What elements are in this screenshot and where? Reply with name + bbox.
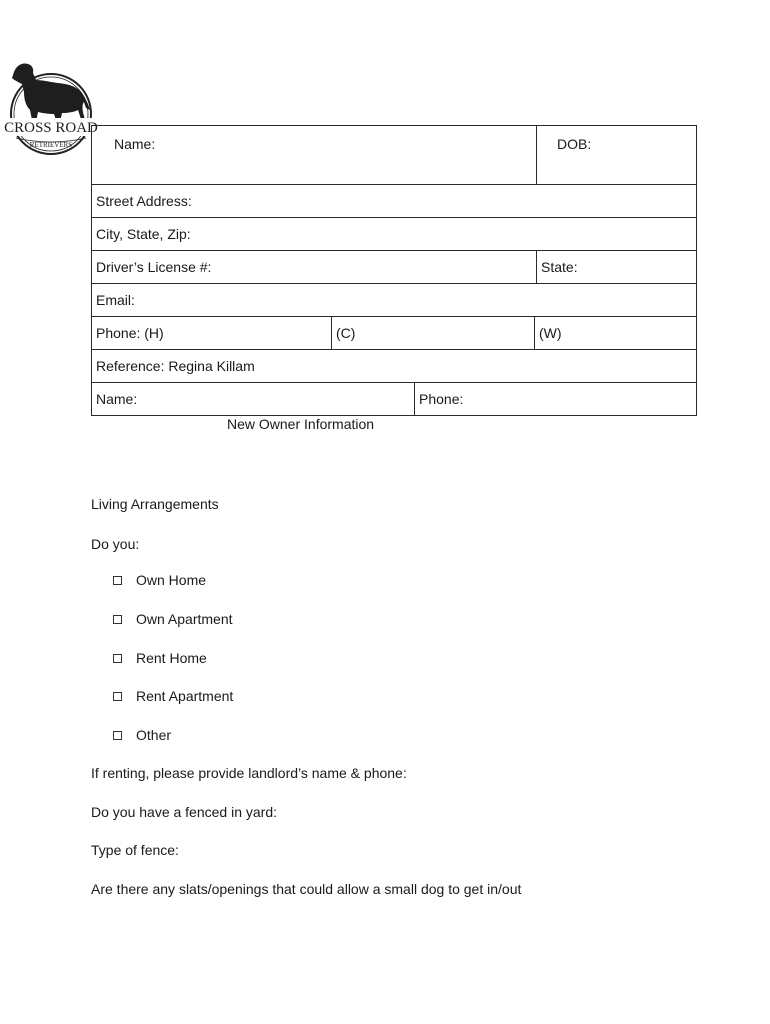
email-field[interactable] [92, 284, 697, 317]
license-state-field[interactable] [537, 251, 697, 284]
cross-road-retrievers-logo [2, 58, 100, 158]
reference-label: Reference: Regina Killam [96, 358, 255, 374]
phone-work-field[interactable] [535, 317, 697, 350]
option-label: Rent Apartment [136, 688, 234, 704]
license-row [92, 251, 697, 284]
city-row [92, 218, 697, 251]
street-address-label: Street Address: [96, 193, 192, 209]
reference-phone-label: Phone: [419, 391, 464, 407]
fenced-yard-question: Do you have a fenced in yard: [91, 804, 278, 820]
option-rent-home[interactable] [113, 650, 207, 666]
name-dob-row [92, 126, 697, 185]
phone-cell-field[interactable] [332, 317, 535, 350]
phone-work-label: (W) [539, 325, 562, 341]
license-state-label: State: [541, 259, 578, 275]
option-label: Rent Home [136, 650, 207, 666]
dob-field[interactable] [537, 126, 697, 185]
checkbox-icon[interactable] [113, 576, 122, 585]
option-own-home[interactable] [113, 572, 206, 588]
option-other[interactable] [113, 727, 171, 743]
reference-row [92, 350, 697, 383]
checkbox-icon[interactable] [113, 615, 122, 624]
email-label: Email: [96, 292, 135, 308]
svg-text:CROSS ROAD: CROSS ROAD [4, 120, 98, 136]
option-label: Own Apartment [136, 611, 233, 627]
email-row [92, 284, 697, 317]
drivers-license-label: Driver’s License #: [96, 259, 212, 275]
phone-cell-label: (C) [336, 325, 356, 341]
street-row [92, 185, 697, 218]
checkbox-icon[interactable] [113, 692, 122, 701]
reference-contact-row [92, 383, 697, 416]
city-state-zip-label: City, State, Zip: [96, 226, 191, 242]
owner-info-table [91, 125, 697, 416]
checkbox-icon[interactable] [113, 731, 122, 740]
city-state-zip-field[interactable] [92, 218, 697, 251]
checkbox-icon[interactable] [113, 654, 122, 663]
option-label: Own Home [136, 572, 207, 588]
phone-row [92, 317, 697, 350]
slats-openings-question: Are there any slats/openings that could allow a small dog to get in/out [91, 881, 522, 897]
option-own-apartment[interactable] [113, 611, 233, 627]
landlord-question: If renting, please provide landlord’s name & phone: [91, 765, 407, 781]
dog-logo-icon [2, 58, 100, 158]
reference-name-field[interactable] [92, 383, 415, 416]
street-address-field[interactable] [92, 185, 697, 218]
fence-type-question: Type of fence: [91, 842, 179, 858]
living-arrangements-heading: Living Arrangements [91, 496, 219, 512]
name-label: Name: [114, 136, 156, 152]
dob-label: DOB: [557, 136, 592, 152]
reference-name-label: Name: [96, 391, 138, 407]
option-label: Other [136, 727, 172, 743]
option-rent-apartment[interactable] [113, 688, 233, 704]
svg-text:RETRIEVERS: RETRIEVERS [29, 141, 73, 149]
do-you-prompt: Do you: [91, 536, 140, 552]
drivers-license-field[interactable] [92, 251, 537, 284]
phone-home-field[interactable] [92, 317, 332, 350]
reference-phone-field[interactable] [415, 383, 697, 416]
table-caption: New Owner Information [227, 416, 375, 432]
phone-home-label: Phone: (H) [96, 325, 164, 341]
reference-field [92, 350, 697, 383]
name-field[interactable] [92, 126, 537, 185]
